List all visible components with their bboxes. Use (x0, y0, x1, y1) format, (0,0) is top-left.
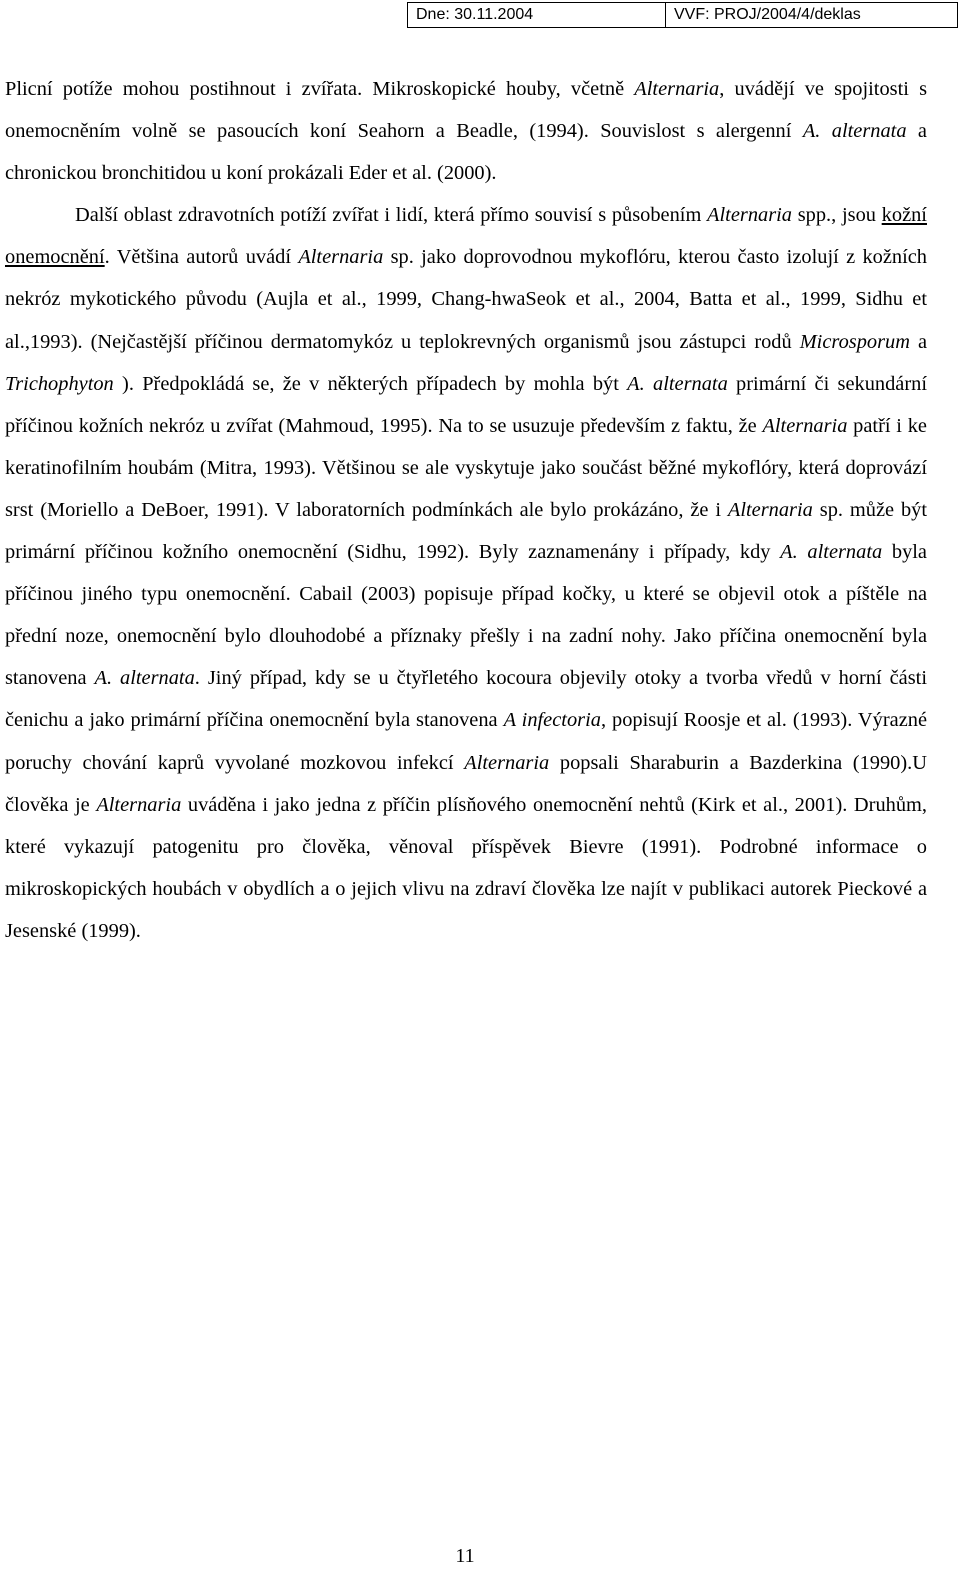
text-run: patří i ke keratinofilním houbám (Mitra, 1993). Většinou se ale vyskytuje jako součást běžné mykoflóry, která doprovází srst (Moriello a DeBoer, 1991). V laboratorních podmínkách ale bylo prokázáno, že i (5, 414, 927, 521)
species-name: Alternaria (298, 246, 384, 269)
species-name: A. alternata (780, 541, 883, 564)
genus-name: Microsporum (799, 330, 910, 353)
species-name: A. alternata (94, 667, 195, 690)
paragraph-1 (5, 68, 927, 194)
species-name: Alternaria (707, 204, 793, 227)
text-run: spp., jsou (792, 204, 882, 227)
text-run: Další oblast zdravotních potíží zvířat i lidí, která přímo souvisí s působením (75, 204, 708, 227)
text-run: sp. jako doprovodnou mykoflóru, kterou často izolují z kožních nekróz mykotického původu (Aujla et al., 1999, Chang-hwaSeok et al., 2004, Batta et al., 1999, Sidhu et al.,1993). (Nejčastější příčinou dermatomykóz u teplokrevných organismů jsou zástupci rodů (5, 246, 927, 353)
paragraph-2 (5, 194, 927, 952)
species-name: A. alternata (802, 120, 907, 143)
species-name: Alternaria (634, 78, 720, 100)
text-run: uváděna i jako jedna z příčin plísňového onemocnění nehtů (Kirk et al., 2001). Druhům, které vykazují patogenitu pro člověka, věnoval příspěvek Bievre (1991). Podrobné informace o mikroskopických houbách v obydlích a o jejich vlivu na zdraví člověka lze najít v publikaci autorek Pieckové a Jesenské (1999). (5, 793, 927, 942)
header-date: Dne: 30.11.2004 (407, 2, 666, 28)
text-run: . Většina autorů uvádí (104, 246, 299, 269)
text-run: a (909, 330, 927, 353)
text-run: primární či sekundární příčinou kožních nekróz u zvířat (Mahmoud, 1995). Na to se usuzuje především z faktu, že (5, 372, 927, 437)
species-name: Alternaria (727, 498, 813, 521)
text-run: popsali Sharaburin a Bazderkina (1990).U člověka je (5, 751, 927, 816)
species-name: A infectoria (503, 709, 601, 732)
page-number: 11 (455, 1545, 475, 1567)
species-name: A. alternata (627, 372, 728, 395)
text-run: . Jiný případ, kdy se u čtyřletého kocoura objevily otoky a tvorba vředů v horní části čenichu a jako primární příčina onemocnění byla stanovena (5, 667, 927, 732)
text-run: byla příčinou jiného typu onemocnění. Cabail (2003) popisuje případ kočky, u které se objevil otok a píštěle na přední noze, onemocnění bylo dlouhodobé a příznaky přešly i na zadní nohy. Jako příčina onemocnění byla stanovena (5, 541, 927, 690)
species-name: Alternaria (762, 414, 848, 437)
species-name: Alternaria (96, 793, 182, 816)
header-reference: VVF: PROJ/2004/4/deklas (665, 2, 958, 28)
document-body (5, 68, 927, 952)
species-name: Alternaria (464, 751, 550, 774)
text-run: sp. může být primární příčinou kožního onemocnění (Sidhu, 1992). Byly zaznamenány i případy, kdy (5, 498, 928, 564)
text-run: , uvádějí ve spojitosti s onemocněním volně se pasoucích koní Seahorn a Beadle, (1994). Souvislost s alergenní (5, 78, 928, 143)
underlined-term: kožní onemocnění (5, 204, 927, 269)
text-run: , popisují Roosje et al. (1993). Výrazné poruchy chování kaprů vyvolané mozkovou infekcí (5, 709, 927, 774)
text-run: a chronickou bronchitidou u koní prokázali Eder et al. (2000). (5, 120, 927, 185)
text-run: Plicní potíže mohou postihnout i zvířata. Mikroskopické houby, včetně (5, 78, 635, 100)
text-run: ). Předpokládá se, že v některých případech by mohla být (113, 372, 628, 395)
genus-name: Trichophyton (5, 372, 114, 395)
